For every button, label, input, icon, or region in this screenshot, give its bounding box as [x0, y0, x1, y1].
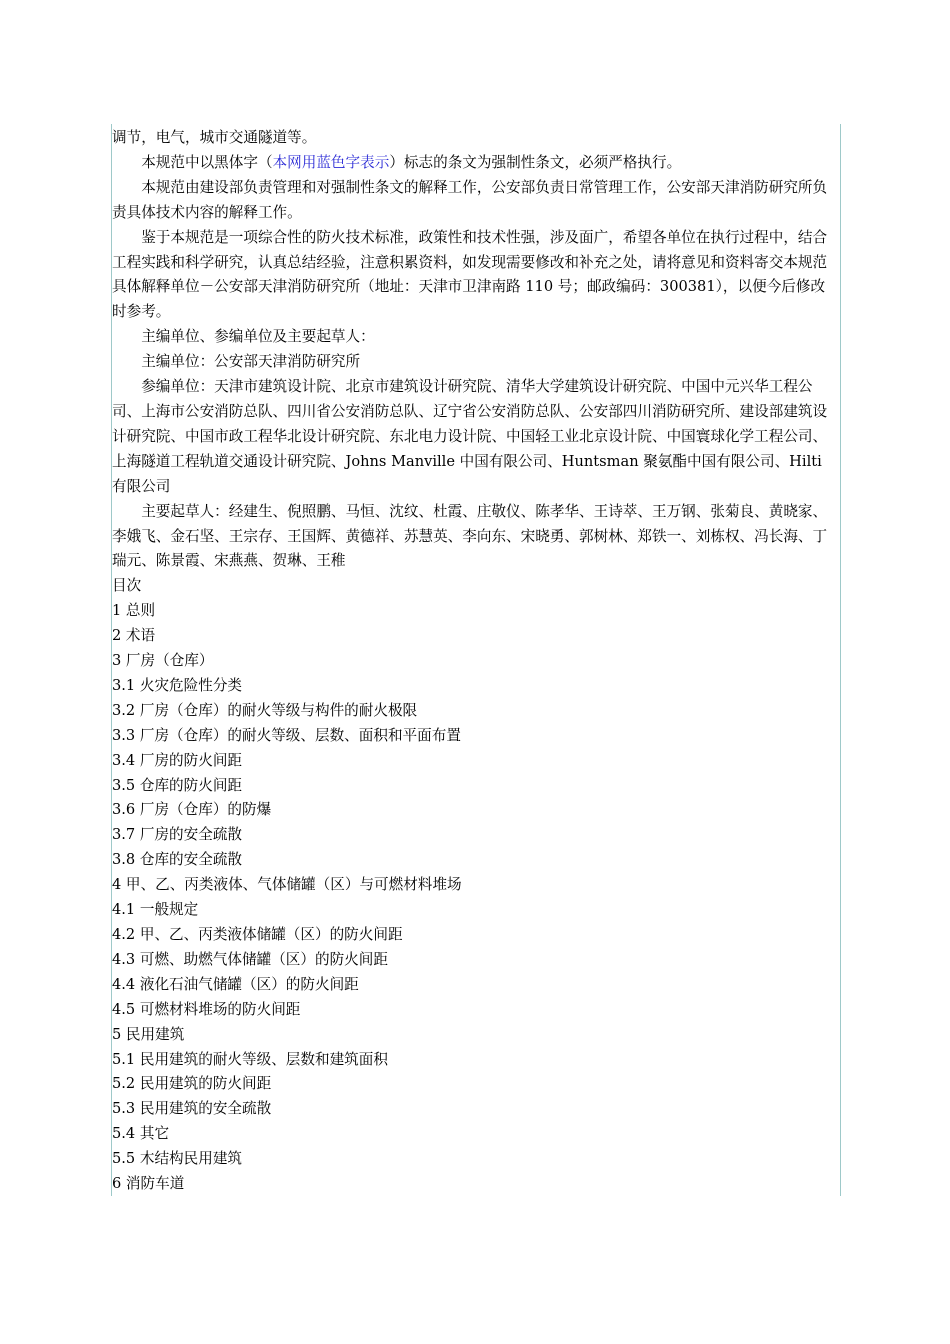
toc-item: 3.6 厂房（仓库）的防爆	[112, 801, 272, 819]
toc-item: 3.7 厂房的安全疏散	[112, 826, 243, 844]
document-body	[112, 126, 838, 1197]
toc-item: 3 厂房（仓库）	[112, 652, 214, 670]
toc-item: 4 甲、乙、丙类液体、气体储罐（区）与可燃材料堆场	[112, 876, 462, 894]
units-heading: 主编单位、参编单位及主要起草人：	[141, 328, 375, 346]
toc-item: 4.2 甲、乙、丙类液体储罐（区）的防火间距	[112, 926, 403, 943]
toc-item: 3.2 厂房（仓库）的耐火等级与构件的耐火极限	[112, 701, 418, 719]
participating-units: 参编单位：天津市建筑设计院、北京市建筑设计研究院、清华大学建筑设计研究院、中国中元兴华工程公司、上海市公安消防总队、四川省公安消防总队、辽宁省公安消防总队、公安部四川消防研究所、建设部建筑设计研究院、中国市政工程华北设计研究院、东北电力设计院、中国轻工业北京设计院、中国寰球化学工程公司、上海隧道工程轨道交通设计研究院、Johns Manville 中国有限公司、Huntsman 聚氨酯中国有限公司、Hilti 有限公司	[112, 378, 828, 495]
toc-item: 4.4 液化石油气储罐（区）的防火间距	[112, 975, 359, 993]
table-of-contents	[112, 574, 838, 1197]
toc-item: 5.1 民用建筑的耐火等级、层数和建筑面积	[112, 1050, 388, 1068]
toc-item: 2 术语	[112, 627, 156, 645]
toc-item: 6 消防车道	[112, 1175, 185, 1193]
feedback-paragraph: 鉴于本规范是一项综合性的防火技术标准，政策性和技术性强，涉及面广，希望各单位在执行过程中，结合工程实践和科学研究，认真总结经验，注意积累资料，如发现需要修改和补充之处，请将意见和资料寄交本规范具体解释单位－公安部天津消防研究所（地址：天津市卫津南路 110 号；邮政编码：300381），以便今后修改时参考。	[112, 228, 828, 321]
toc-item: 5 民用建筑	[112, 1025, 185, 1043]
toc-item: 4.1 一般规定	[112, 901, 199, 919]
toc-item: 5.2 民用建筑的防火间距	[112, 1075, 272, 1093]
toc-heading: 目次	[112, 577, 142, 595]
toc-item: 5.3 民用建筑的安全疏散	[112, 1100, 272, 1118]
toc-item: 3.8 仓库的安全疏散	[112, 851, 243, 869]
drafters: 主要起草人：经建生、倪照鹏、马恒、沈纹、杜霞、庄敬仪、陈孝华、王诗萃、王万钢、张菊良、黄晓家、李娥飞、金石坚、王宗存、王国辉、黄德祥、苏慧英、李向东、宋晓勇、郭树林、郑铁一、刘栋权、冯长海、丁瑞元、陈景霞、宋燕燕、贺琳、王稚	[112, 502, 828, 570]
toc-item: 3.4 厂房的防火间距	[112, 751, 243, 769]
toc-item: 4.3 可燃、助燃气体储罐（区）的防火间距	[112, 950, 388, 968]
toc-item: 4.5 可燃材料堆场的防火间距	[112, 1000, 301, 1018]
toc-item: 5.5 木结构民用建筑	[112, 1150, 243, 1168]
chief-unit: 主编单位：公安部天津消防研究所	[141, 353, 361, 371]
blue-text-note: 本网用蓝色字表示	[272, 153, 390, 171]
toc-item: 3.5 仓库的防火间距	[112, 776, 243, 794]
toc-item: 5.4 其它	[112, 1125, 170, 1143]
toc-item: 3.3 厂房（仓库）的耐火等级、层数、面积和平面布置	[112, 726, 461, 744]
toc-item: 1 总则	[112, 602, 156, 620]
toc-item: 3.1 火灾危险性分类	[112, 676, 243, 694]
management-paragraph: 本规范由建设部负责管理和对强制性条文的解释工作，公安部负责日常管理工作，公安部天津消防研究所负责具体技术内容的解释工作。	[112, 178, 828, 221]
intro-continuation: 调节，电气，城市交通隧道等。	[112, 129, 317, 146]
mandatory-clause-note: 本规范中以黑体字（本网用蓝色字表示）标志的条文为强制性条文，必须严格执行。	[141, 153, 682, 171]
